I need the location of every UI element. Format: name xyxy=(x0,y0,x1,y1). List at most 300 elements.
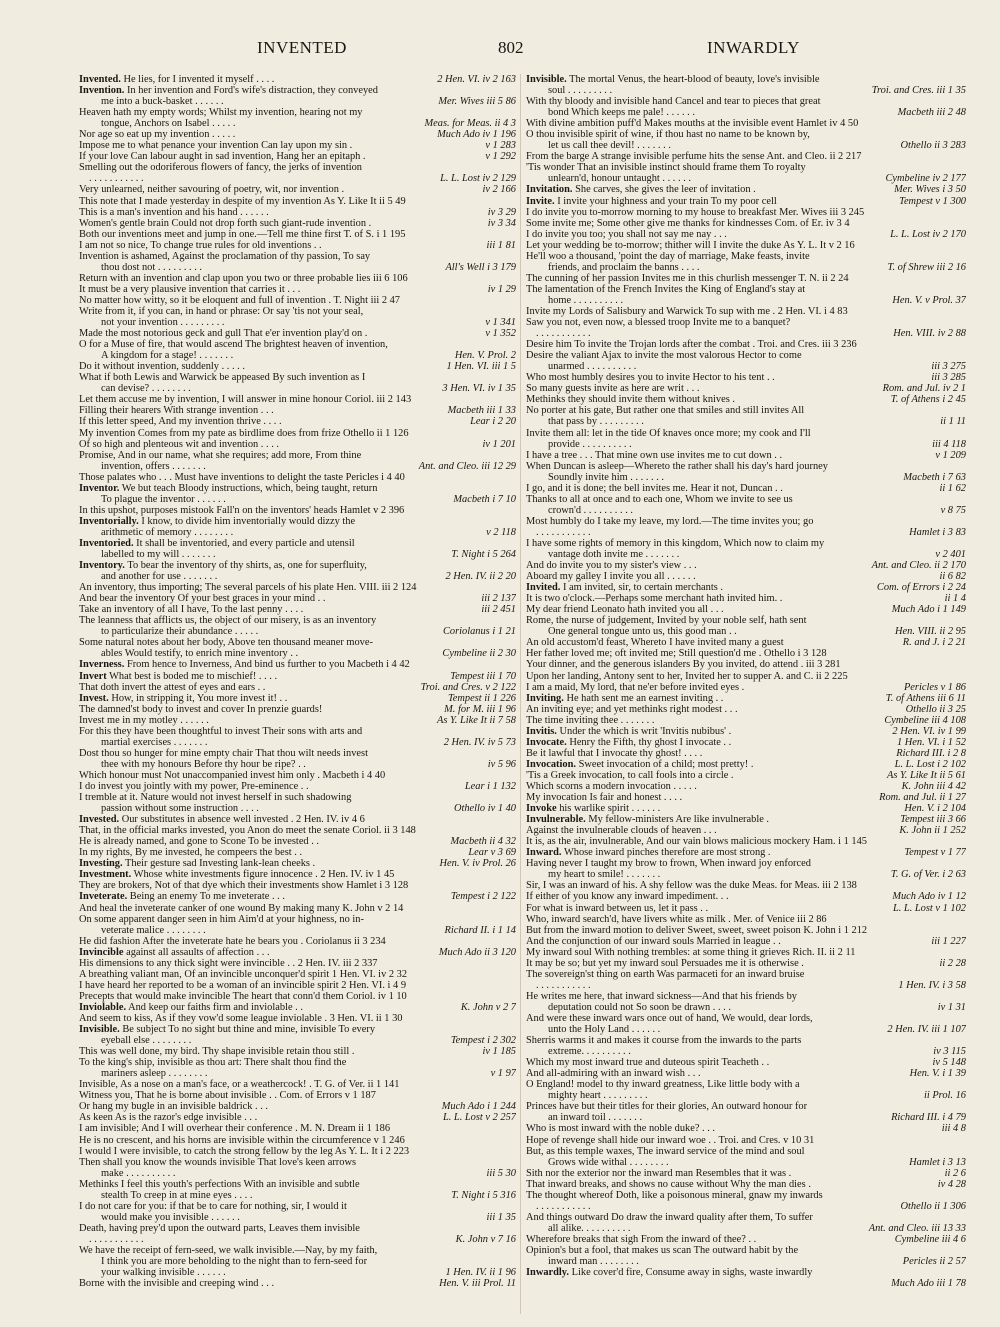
entry-line xyxy=(79,1035,516,1046)
quotation-text: I invite your highness and your train To my poor cell xyxy=(557,195,777,207)
quotation-text: . . . . . . . . . . . xyxy=(536,328,591,340)
quotation-text: Methinks they should invite them without knives . xyxy=(526,394,735,406)
entry-line xyxy=(79,118,516,129)
entry-line xyxy=(526,428,966,439)
headword: Inward. xyxy=(526,847,562,859)
entry-line xyxy=(526,85,966,96)
entry-line xyxy=(526,593,966,604)
entry-line xyxy=(79,306,516,317)
quotation-text: Death, having prey'd upon the outward parts, Leaves them invisible xyxy=(79,1222,360,1234)
quotation-text: Women's gentle brain Could not drop forth such giant-rude invention . xyxy=(79,217,372,229)
quotation-text: invention, offers . . . . . . . xyxy=(101,460,206,472)
headword: Invitation. xyxy=(526,184,573,196)
citation-reference: Macbeth iii 1 33 xyxy=(447,405,516,417)
entry-line xyxy=(79,229,516,240)
quotation-text: This note that I made yesterday in despite of my invention As Y. Like It ii 5 49 xyxy=(79,195,406,207)
citation-reference: 3 Hen. VI. iv 1 35 xyxy=(442,383,516,395)
entry-line xyxy=(79,472,516,483)
entry-line xyxy=(79,1212,516,1223)
quotation-text: I tremble at it. Nature would not invest herself in such shadowing xyxy=(79,792,352,804)
quotation-text: Upon her landing, Antony sent to her, Invited her to supper A. and C. ii 2 225 xyxy=(526,670,848,682)
citation-reference: T. Night i 5 264 xyxy=(451,549,516,561)
entry-line xyxy=(79,947,516,958)
entry-line xyxy=(79,1278,516,1289)
entry-line xyxy=(526,1146,966,1157)
citation-reference: K. John iii 4 42 xyxy=(901,781,966,792)
headword: Invert xyxy=(79,670,107,682)
entry-line xyxy=(79,737,516,748)
quotation-text: . . . . . . . . . . . xyxy=(536,979,591,991)
quotation-text: to particularize their abundance . . . . . xyxy=(101,626,259,638)
entry-line xyxy=(79,1234,516,1245)
entry-line xyxy=(79,615,516,626)
citation-reference: iii 4 118 xyxy=(932,438,966,450)
headword: Investment. xyxy=(79,869,132,881)
quotation-text: Let them accuse me by invention, I will answer in mine honour Coriol. iii 2 143 xyxy=(79,394,412,406)
quotation-text: No porter at his gate, But rather one that smiles and still invites All xyxy=(526,405,805,417)
quotation-text: He is already named, and gone to Scone To be invested . . xyxy=(79,836,320,848)
headword: Inverness. xyxy=(79,659,125,671)
citation-reference: Rom. and Jul. ii 1 27 xyxy=(879,792,966,804)
entry-line xyxy=(79,1157,516,1168)
citation-reference: iv 4 28 xyxy=(937,1178,966,1190)
entry-line xyxy=(79,1101,516,1112)
entry-line xyxy=(79,1024,516,1035)
quotation-text: deputation could not So soon be drawn . . . . xyxy=(548,1001,731,1013)
citation-reference: ii 1 11 xyxy=(940,416,966,428)
quotation-text: Very unlearned, neither savouring of poetry, wit, nor invention . xyxy=(79,184,345,196)
entry-line xyxy=(79,682,516,693)
quotation-text: It is two o'clock.—Perhaps some merchant hath invited him. . xyxy=(526,593,783,605)
citation-reference: L. L. Lost v 2 257 xyxy=(442,1112,516,1124)
headword: Inventory. xyxy=(79,560,125,572)
quotation-text: Grows wide withal . . . . . . . . xyxy=(548,1156,669,1168)
citation-reference: Tempest v 1 300 xyxy=(899,195,966,207)
entry-line xyxy=(79,704,516,715)
entry-line xyxy=(79,604,516,615)
entry-line xyxy=(79,107,516,118)
entry-line xyxy=(526,1201,966,1212)
entry-line xyxy=(526,1068,966,1079)
entry-line xyxy=(526,74,966,85)
entry-line xyxy=(79,461,516,472)
quotation-text: Thanks to all at once and to each one, Whom we invite to see us xyxy=(526,493,793,505)
quotation-text: He lies, for I invented it myself . . . . xyxy=(123,74,275,85)
quotation-text: Sweet invocation of a child; most pretty! . xyxy=(578,758,754,770)
entry-line xyxy=(79,372,516,383)
entry-line xyxy=(79,405,516,416)
citation-reference: Hen. V. Prol. 2 xyxy=(454,350,516,362)
citation-reference: T. of Shrew iii 2 16 xyxy=(887,261,966,273)
entry-line xyxy=(526,416,966,427)
quotation-text: And things outward Do draw the inward quality after them, To suffer xyxy=(526,1211,813,1223)
headword: Invested. xyxy=(79,814,120,826)
quotation-text: friends, and proclaim the banns . . . . xyxy=(548,261,700,273)
entry-line xyxy=(79,626,516,637)
citation-reference: iii 1 81 xyxy=(486,239,516,251)
entry-line xyxy=(526,980,966,991)
quotation-text: against all assaults of affection . . . xyxy=(126,946,270,958)
headword: Invented. xyxy=(79,74,121,85)
headword: Invocate. xyxy=(526,736,567,748)
quotation-text: Wherefore breaks that sigh From the inward of thee? . . xyxy=(526,1233,757,1245)
citation-reference: L. L. Lost v 1 102 xyxy=(892,902,966,914)
citation-reference: T. G. of Ver. i 2 63 xyxy=(890,869,966,881)
entry-line xyxy=(79,416,516,427)
quotation-text: let us call thee devil! . . . . . . . xyxy=(548,140,671,152)
citation-reference: Othello ii 3 25 xyxy=(905,703,966,715)
quotation-text: and another for use . . . . . . . xyxy=(101,571,218,583)
quotation-text: Invest me in my motley . . . . . . xyxy=(79,714,209,726)
entry-line xyxy=(526,405,966,416)
citation-reference: Mer. Wives iii 5 86 xyxy=(438,96,516,108)
quotation-text: Which scorns a modern invocation . . . . . xyxy=(526,781,697,792)
quotation-text: When Duncan is asleep—Whereto the rather shall his day's hard journey xyxy=(526,460,828,472)
quotation-text: If this letter speed, And my invention thrive . . . . xyxy=(79,416,282,428)
entry-line xyxy=(526,781,966,792)
entry-line xyxy=(526,869,966,880)
quotation-text: make . . . . . . . . . . xyxy=(101,1167,176,1179)
quotation-text: Which honour must Not unaccompanied invest him only . Macbeth i 4 40 xyxy=(79,769,386,781)
quotation-text: Whose white investments figure innocence . 2 Hen. IV. iv 1 45 xyxy=(133,869,395,881)
citation-reference: iv 3 115 xyxy=(933,1046,966,1058)
citation-reference: T. Night i 5 316 xyxy=(451,1189,516,1201)
entry-line xyxy=(79,240,516,251)
entry-line xyxy=(526,693,966,704)
entry-line xyxy=(79,1267,516,1278)
quotation-text: passion without some instruction . . . . xyxy=(101,803,259,815)
entry-line xyxy=(79,969,516,980)
quotation-text: Precepts that would make invincible The heart that conn'd them Coriol. iv 1 10 xyxy=(79,990,407,1002)
entry-line xyxy=(526,825,966,836)
quotation-text: And keep our faiths firm and inviolable . . xyxy=(128,1001,303,1013)
entry-line xyxy=(526,936,966,947)
entry-line xyxy=(79,781,516,792)
quotation-text: I am not so nice, To change true rules for old inventions . . xyxy=(79,239,322,251)
quotation-text: It is, as the air, invulnerable, And our vain blows malicious mockery Ham. i 1 145 xyxy=(526,836,867,848)
citation-reference: v 1 283 xyxy=(485,140,516,152)
entry-line xyxy=(526,372,966,383)
entry-line xyxy=(79,273,516,284)
entry-line xyxy=(526,229,966,240)
citation-reference: Much Ado iii 1 78 xyxy=(891,1278,966,1290)
entry-line xyxy=(526,858,966,869)
entry-line xyxy=(79,1002,516,1013)
quotation-text: That inward breaks, and shows no cause without Why the man dies . xyxy=(526,1178,811,1190)
quotation-text: The leanness that afflicts us, the object of our misery, is as an inventory xyxy=(79,615,377,627)
entry-line xyxy=(79,836,516,847)
entry-line xyxy=(79,759,516,770)
entry-line xyxy=(79,1168,516,1179)
entry-line xyxy=(526,140,966,151)
citation-reference: 1 Hen. VI. i 1 52 xyxy=(897,736,966,748)
entry-line xyxy=(79,991,516,1002)
citation-reference: iv 1 201 xyxy=(482,438,516,450)
quotation-text: I am a maid, My lord, that ne'er before invited eyes . xyxy=(526,681,745,693)
citation-reference: iii 2 451 xyxy=(481,604,516,616)
citation-reference: iii 4 8 xyxy=(941,1123,966,1135)
quotation-text: I know, to divide him inventorially would dizzy the xyxy=(141,515,356,527)
quotation-text: Under the which is writ 'Invitis nubibus' . xyxy=(559,725,732,737)
entry-line xyxy=(79,1046,516,1057)
quotation-text: Filling their hearers With strange invention . . . xyxy=(79,405,274,417)
entry-line xyxy=(526,472,966,483)
entry-line xyxy=(79,814,516,825)
citation-reference: v 8 75 xyxy=(940,504,966,516)
quotation-text: vantage doth invite me . . . . . . . xyxy=(548,549,680,561)
quotation-text: Desire him To invite the Trojan lords after the combat . Troi. and Cres. iii 3 236 xyxy=(526,339,857,351)
quotation-text: Soundly invite him . . . . . . . xyxy=(548,471,665,483)
citation-reference: Cymbeline iii 4 108 xyxy=(884,714,966,726)
quotation-text: unlearn'd, honour untaught . . . . . . xyxy=(548,173,691,185)
headword: Invest. xyxy=(79,692,109,704)
headword: Inveterate. xyxy=(79,891,128,903)
citation-reference: v 1 341 xyxy=(485,317,516,329)
quotation-text: Sir, I was an inward of his. A shy fellow was the duke Meas. for Meas. iii 2 138 xyxy=(526,880,857,892)
quotation-text: stealth To creep in at mine eyes . . . . xyxy=(101,1189,253,1201)
quotation-text: tongue, Anchors on Isabel . . . . . xyxy=(101,118,236,130)
entry-line xyxy=(526,1101,966,1112)
citation-reference: iv 1 185 xyxy=(482,1046,516,1058)
entry-line xyxy=(526,659,966,670)
quotation-text: The cunning of her passion Invites me in this churlish messenger T. N. ii 2 24 xyxy=(526,272,849,284)
entry-line xyxy=(79,825,516,836)
entry-line xyxy=(79,428,516,439)
entry-line xyxy=(79,483,516,494)
entry-line xyxy=(79,880,516,891)
quotation-text: I am invited, sir, to certain merchants . xyxy=(562,582,723,594)
quotation-text: Methinks I feel this youth's perfections With an invisible and subtle xyxy=(79,1178,360,1190)
entry-line xyxy=(526,1024,966,1035)
entry-line xyxy=(79,207,516,218)
quotation-text: From the barge A strange invisible perfume hits the sense Ant. and Cleo. ii 2 217 xyxy=(526,151,862,163)
entry-line xyxy=(526,262,966,273)
quotation-text: We have the receipt of fern-seed, we walk invisible.—Nay, by my faith, xyxy=(79,1244,378,1256)
citation-reference: Hen. VIII. iv 2 88 xyxy=(893,328,966,340)
citation-reference: v 1 292 xyxy=(485,151,516,163)
entry-line xyxy=(526,1223,966,1234)
quotation-text: all alike. . . . . . . . . . xyxy=(548,1222,631,1234)
citation-reference: Troi. and Cres. v 2 122 xyxy=(420,681,516,693)
entry-line xyxy=(526,549,966,560)
citation-reference: Hen. V. i 1 39 xyxy=(909,1068,966,1080)
citation-reference: iv 3 34 xyxy=(487,217,516,229)
entry-line xyxy=(79,637,516,648)
entry-line xyxy=(526,450,966,461)
quotation-text: As keen As is the razor's edge invisible . . . xyxy=(79,1112,258,1124)
entry-line xyxy=(79,383,516,394)
entry-line xyxy=(526,218,966,229)
quotation-text: unarmed . . . . . . . . . . xyxy=(548,361,637,373)
quotation-text: The sovereign'st thing on earth Was parmaceti for an inward bruise xyxy=(526,968,805,980)
entry-line xyxy=(79,1256,516,1267)
entry-line xyxy=(79,648,516,659)
quotation-text: That doth invert the attest of eyes and ears . . xyxy=(79,681,266,693)
citation-reference: v 2 401 xyxy=(935,549,966,561)
quotation-text: Henry the Fifth, thy ghost I invocate . . xyxy=(569,736,732,748)
quotation-text: If either of you know any inward impediment. . . xyxy=(526,891,729,903)
quotation-text: Most humbly do I take my leave, my lord.—The time invites you; go xyxy=(526,515,814,527)
entry-line xyxy=(526,207,966,218)
quotation-text: Or hang my bugle in an invisible baldrick . . . xyxy=(79,1101,269,1113)
quotation-text: Then shall you know the wounds invisible That love's keen arrows xyxy=(79,1156,356,1168)
quotation-text: Do it without invention, suddenly . . . . . xyxy=(79,361,245,373)
quotation-text: Sith nor the exterior nor the inward man Resembles that it was . xyxy=(526,1167,792,1179)
quotation-text: So many guests invite as here are writ . . . xyxy=(526,383,700,395)
quotation-text: . . . . . . . . . . . xyxy=(536,1200,591,1212)
citation-reference: Tempest v 1 77 xyxy=(904,847,966,859)
entry-line xyxy=(79,891,516,902)
quotation-text: An inventory, thus importing; The several parcels of his plate Hen. VIII. iii 2 124 xyxy=(79,582,417,594)
entry-line xyxy=(526,1123,966,1134)
entry-line xyxy=(79,914,516,925)
citation-reference: 1 Hen. IV. i 3 58 xyxy=(898,979,966,991)
quotation-text: That, in the official marks invested, you Anon do meet the senate Coriol. ii 3 148 xyxy=(79,825,416,837)
entry-line xyxy=(79,571,516,582)
entry-line xyxy=(526,129,966,140)
quotation-text: I think you are more beholding to the night than to fern-seed for xyxy=(101,1256,368,1268)
citation-reference: Pericles v 1 86 xyxy=(903,681,966,693)
citation-reference: K. John v 2 7 xyxy=(460,1001,516,1013)
citation-reference: iii 5 30 xyxy=(486,1167,516,1179)
quotation-text: The thought whereof Doth, like a poisonous mineral, gnaw my inwards xyxy=(526,1189,823,1201)
entry-line xyxy=(79,284,516,295)
citation-reference: 2 Hen. VI. iv 2 163 xyxy=(437,74,516,85)
quotation-text: My dear friend Leonato hath invited you all . . . xyxy=(526,604,724,616)
headword: Invulnerable. xyxy=(526,814,586,826)
running-header xyxy=(0,38,1000,68)
entry-line xyxy=(79,1245,516,1256)
citation-reference: Tempest ii 1 226 xyxy=(447,692,516,704)
quotation-text: It shall be inventoried, and every particle and utensil xyxy=(136,537,355,549)
entry-line xyxy=(79,1123,516,1134)
entry-line xyxy=(526,273,966,284)
entry-line xyxy=(79,560,516,571)
entry-line xyxy=(526,571,966,582)
quotation-text: An inviting eye; and yet methinks right modest . . . xyxy=(526,703,738,715)
citation-reference: Richard II. i 1 14 xyxy=(444,924,516,936)
quotation-text: To the king's ship, invisible as thou art: There shalt thou find the xyxy=(79,1057,347,1069)
entry-line xyxy=(79,1057,516,1068)
quotation-text: I do invite you to-morrow morning to my house to breakfast Mer. Wives iii 3 245 xyxy=(526,206,865,218)
quotation-text: How, in stripping it, You more invest it! . . xyxy=(111,692,288,704)
entry-line xyxy=(526,118,966,129)
quotation-text: For what is inward between us, let it pass . . xyxy=(526,902,709,914)
entry-line xyxy=(79,129,516,140)
entry-line xyxy=(526,184,966,195)
entry-line xyxy=(526,991,966,1002)
entry-line xyxy=(526,1212,966,1223)
citation-reference: Othello ii 1 306 xyxy=(900,1200,966,1212)
quotation-text: Who most humbly desires you to invite Hector to his tent . . xyxy=(526,372,775,384)
quotation-text: My inward soul With nothing trembles: at some thing it grieves Rich. II. ii 2 11 xyxy=(526,946,856,958)
citation-reference: Macbeth i 7 10 xyxy=(453,493,516,505)
quotation-text: not your invention . . . . . . . . . xyxy=(101,317,225,329)
citation-reference: v 1 352 xyxy=(485,328,516,340)
quotation-text: . . . . . . . . . . . xyxy=(89,1233,144,1245)
quotation-text: I would I were invisible, to catch the strong fellow by the leg As Y. L. It i 2 223 xyxy=(79,1145,410,1157)
entry-line xyxy=(79,869,516,880)
entry-line xyxy=(79,527,516,538)
citation-reference: iii 2 137 xyxy=(481,593,516,605)
citation-reference: iii 3 275 xyxy=(931,361,966,373)
quotation-text: Invite my Lords of Salisbury and Warwick To sup with me . 2 Hen. VI. i 4 83 xyxy=(526,305,848,317)
headword: Invitis. xyxy=(526,725,557,737)
entry-line xyxy=(526,759,966,770)
citation-reference: Coriolanus i 1 21 xyxy=(442,626,516,638)
quotation-text: Invention is ashamed, Against the proclamation of thy passion, To say xyxy=(79,250,371,262)
entry-line xyxy=(526,969,966,980)
quotation-text: provide . . . . . . . . . . xyxy=(548,438,632,450)
headword: Invite. xyxy=(526,195,555,207)
entry-line xyxy=(526,162,966,173)
quotation-text: Rome, the nurse of judgement, Invited by your noble self, hath sent xyxy=(526,615,807,627)
citation-reference: iv 1 29 xyxy=(487,283,516,295)
entry-line xyxy=(79,770,516,781)
header-last-word: INWARDLY xyxy=(707,38,800,57)
citation-reference: Ant. and Cleo. ii 2 170 xyxy=(871,560,966,572)
entry-line xyxy=(526,339,966,350)
citation-reference: ii 6 82 xyxy=(939,571,966,583)
quotation-text: Witness you, That he is borne about invisible . . Com. of Errors v 1 187 xyxy=(79,1090,376,1102)
quotation-text: A breathing valiant man, Of an invincible unconquer'd spirit 1 Hen. VI. iv 2 32 xyxy=(79,968,408,980)
quotation-text: From hence to Inverness, And bind us further to you Macbeth i 4 42 xyxy=(126,659,410,671)
quotation-text: Being an enemy To me inveterate . . . xyxy=(129,891,285,903)
headword: Invention. xyxy=(79,85,125,97)
entry-line xyxy=(526,439,966,450)
entry-line xyxy=(526,770,966,781)
quotation-text: And heal the inveterate canker of one wound By making many K. John v 2 14 xyxy=(79,902,404,914)
entry-line xyxy=(79,1179,516,1190)
entry-line xyxy=(79,439,516,450)
citation-reference: v 1 97 xyxy=(490,1068,516,1080)
entry-line xyxy=(526,173,966,184)
citation-reference: Hen. V. iii Prol. 11 xyxy=(439,1278,516,1290)
entry-line xyxy=(526,1245,966,1256)
entry-line xyxy=(526,505,966,516)
citation-reference: K. John v 7 16 xyxy=(455,1233,516,1245)
citation-reference: L. L. Lost i 2 102 xyxy=(894,758,966,770)
quotation-text: Return with an invention and clap upon you two or three probable lies iii 6 106 xyxy=(79,272,408,284)
page-number: 802 xyxy=(498,38,524,57)
quotation-text: can devise? . . . . . . . . xyxy=(101,383,191,395)
entry-line xyxy=(526,648,966,659)
quotation-text: me into a buck-basket . . . . . . xyxy=(101,96,224,108)
quotation-text: On some apparent danger seen in him Aim'd at your highness, no in- xyxy=(79,913,364,925)
quotation-text: 'Tis wonder That an invisible instinct should frame them To royalty xyxy=(526,162,806,174)
citation-reference: Hen. V. v Prol. 37 xyxy=(892,294,966,306)
entry-line xyxy=(526,903,966,914)
entry-line xyxy=(79,151,516,162)
quotation-text: The mortal Venus, the heart-blood of beauty, love's invisible xyxy=(569,74,820,85)
quotation-text: Be it lawful that I invocate thy ghost! . . . . xyxy=(526,747,703,759)
citation-reference: Hen. V. iv Prol. 26 xyxy=(439,858,516,870)
entry-line xyxy=(79,593,516,604)
quotation-text: Those palates who . . . Must have inventions to delight the taste Pericles i 4 40 xyxy=(79,471,405,483)
entry-line xyxy=(79,184,516,195)
citation-reference: K. John ii 1 252 xyxy=(899,825,966,837)
quotation-text: Sherris warms it and makes it course from the inwards to the parts xyxy=(526,1035,802,1047)
right-column xyxy=(526,74,966,1314)
headword: Invocation. xyxy=(526,758,576,770)
citation-reference: Macbeth ii 4 32 xyxy=(450,836,516,848)
citation-reference: 1 Hen. VI. iii 1 5 xyxy=(446,361,516,373)
entry-line xyxy=(79,339,516,350)
quotation-text: Some natural notes about her body, Above ten thousand meaner move- xyxy=(79,637,373,649)
column-divider xyxy=(520,74,521,1314)
entry-line xyxy=(526,615,966,626)
entry-line xyxy=(526,803,966,814)
